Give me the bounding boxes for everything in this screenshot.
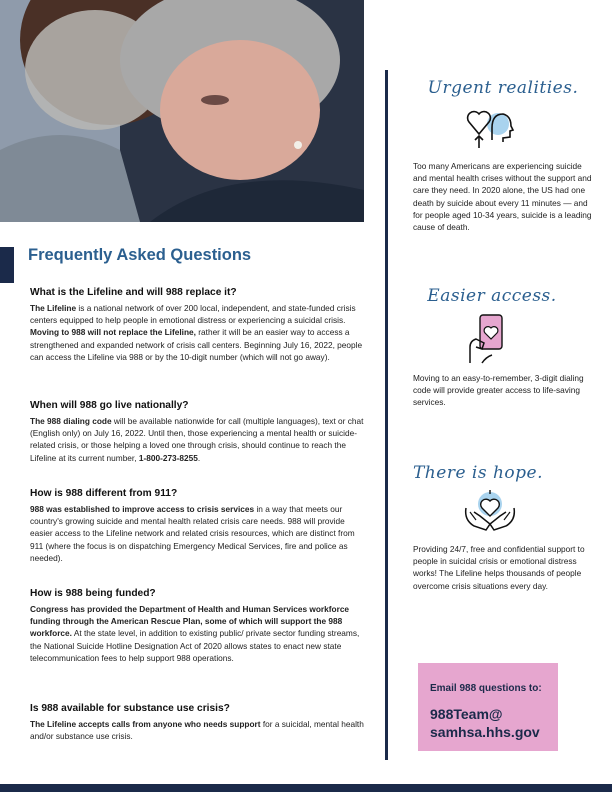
email-box [418, 663, 558, 751]
email-address-line-1: 988Team@ [430, 706, 503, 722]
faq-item [30, 588, 366, 664]
section-accent-bar [0, 247, 14, 283]
faq-item [30, 703, 366, 742]
faq-question: What is the Lifeline and will 988 replace it? [30, 287, 237, 298]
heart-head-icon [465, 104, 515, 155]
there-is-hope-text-block [413, 543, 593, 592]
faq-answer: Congress has provided the Department of Health and Human Services workforce funding through the American Rescue Plan, some of which will support the 988 workforce. At the state level, in addition to existing public/ private sector funding streams, the National Suicide Hotline Designation Act of 2020 allows states to enact new state telecommunication fees to help support 988 operations. [30, 604, 360, 663]
faq-title: Frequently Asked Questions [28, 246, 252, 264]
faq-answer: The 988 dialing code will be available nationwide for call (multiple languages), text or chat (English only) on July 16, 2022. Until then, those experiencing a mental health or suicide-related crisis, or those helping a loved one through crisis, should continue to reach the Lifeline at its current number, 1-800-273-8255. [30, 416, 364, 463]
faq-answer: 988 was established to improve access to crisis services in a way that meets our country's growing suicide and mental health related crisis care needs. 988 will provide easier access to the Lifeline network and related crisis resources, which are distinct from 911 (where the focus is on dispatching Emergency Medical Services, fire and police as needed). [30, 504, 355, 563]
footer-bar [0, 784, 612, 792]
faq-question: How is 988 being funded? [30, 588, 156, 599]
faq-item [30, 400, 366, 464]
faq-answer: The Lifeline is a national network of over 200 local, independent, and state-funded crisis centers equipped to help people in emotional distress or experiencing a suicidal crisis. Moving to 988 will not replace the Lifeline, rather it will be an easier way to access a strengthened and expanded network of crisis call centers. Beginning July 16, 2022, people can access the Lifeline via 988 or by the 10-digit number (which will not go away). [30, 303, 363, 362]
email-address[interactable] [430, 705, 540, 741]
phone-heart-icon [466, 313, 510, 370]
easier-access-heading: Easier access. [427, 286, 557, 306]
urgent-realities-text: Too many Americans are experiencing suicide and mental health crises without the support and care they need. In 2020 alone, the US had one death by suicide about every 11 minutes — and for people aged 10-34 years, suicide is a leading cause of death. [413, 161, 592, 233]
easier-access-text-block [413, 372, 593, 409]
faq-question: How is 988 different from 911? [30, 488, 178, 499]
faq-question: When will 988 go live nationally? [30, 400, 189, 411]
hero-photo [0, 0, 364, 222]
hands-heart-icon [462, 490, 518, 537]
there-is-hope-text: Providing 24/7, free and confidential support to people in suicidal crisis or emotional distress works! The Lifeline helps thousands of people overcome crisis situations every day. [413, 544, 585, 591]
urgent-realities-text-block [413, 160, 593, 233]
faq-question: Is 988 available for substance use crisis? [30, 703, 230, 714]
faq-item [30, 488, 366, 564]
column-divider [385, 70, 388, 760]
urgent-realities-heading: Urgent realities. [427, 78, 579, 98]
email-address-line-2: samhsa.hhs.gov [430, 724, 540, 740]
faq-answer: The Lifeline accepts calls from anyone who needs support for a suicidal, mental health and/or substance use crisis. [30, 719, 364, 742]
there-is-hope-heading: There is hope. [412, 463, 544, 483]
easier-access-text: Moving to an easy-to-remember, 3-digit dialing code will provide greater access to life-saving services. [413, 373, 584, 408]
faq-item [30, 287, 366, 363]
email-label: Email 988 questions to: [430, 683, 542, 694]
